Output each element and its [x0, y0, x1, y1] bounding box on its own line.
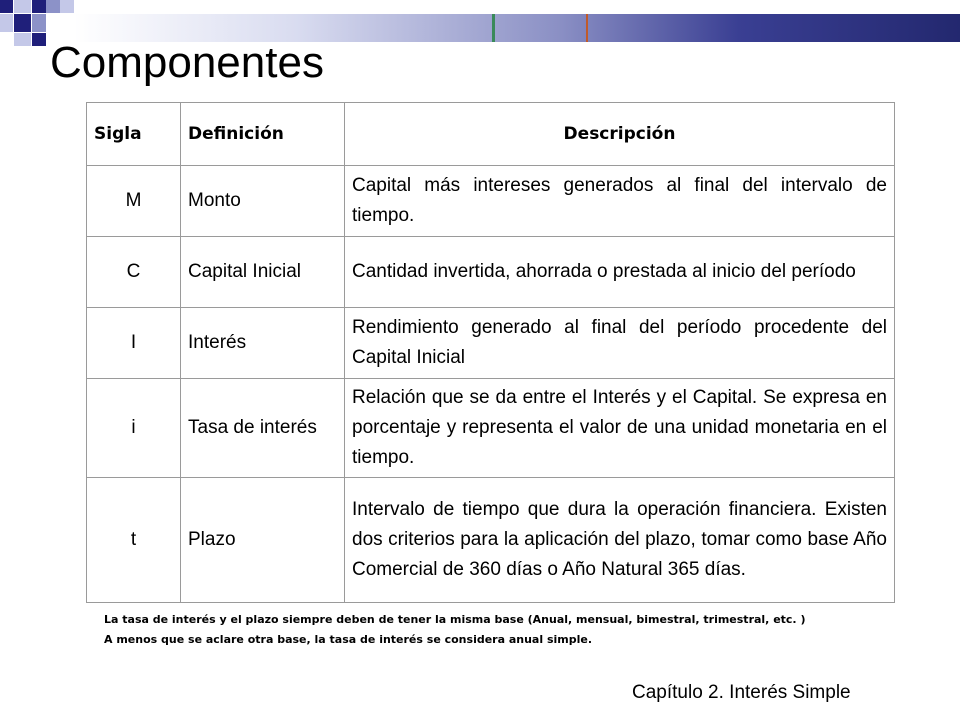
cell-definicion: Tasa de interés	[181, 379, 345, 478]
header-descripcion: Descripción	[345, 103, 895, 166]
table-row	[87, 379, 895, 478]
cell-definicion: Capital Inicial	[181, 237, 345, 308]
cell-definicion: Plazo	[181, 478, 345, 603]
header-divider	[586, 14, 588, 42]
chapter-footer: Capítulo 2. Interés Simple	[632, 682, 851, 703]
cell-descripcion: Intervalo de tiempo que dura la operación financiera. Existen dos criterios para la aplicación del plazo, tomar como base Año Comercial de 360 días o Año Natural 365 días.	[345, 478, 895, 603]
cell-descripcion: Rendimiento generado al final del período procedente del Capital Inicial	[345, 308, 895, 379]
cell-sigla: C	[87, 237, 181, 308]
cell-descripcion: Cantidad invertida, ahorrada o prestada al inicio del período	[345, 237, 895, 308]
decor-square	[32, 0, 46, 13]
cell-sigla: i	[87, 379, 181, 478]
decor-square	[32, 33, 46, 46]
cell-descripcion: Capital más intereses generados al final del intervalo de tiempo.	[345, 166, 895, 237]
footnotes	[104, 610, 904, 650]
table-row	[87, 166, 895, 237]
decor-square	[14, 14, 31, 32]
table-header-row	[87, 103, 895, 166]
decor-square	[14, 0, 31, 13]
decor-square	[14, 33, 31, 46]
table-row	[87, 237, 895, 308]
footnote: La tasa de interés y el plazo siempre deben de tener la misma base (Anual, mensual, bimestral, trimestral, etc. )	[104, 613, 806, 626]
cell-definicion: Monto	[181, 166, 345, 237]
table-row	[87, 308, 895, 379]
footnote: A menos que se aclare otra base, la tasa de interés se considera anual simple.	[104, 633, 593, 646]
slide-title: Componentes	[50, 38, 324, 87]
decor-square	[0, 0, 13, 13]
cell-descripcion: Relación que se da entre el Interés y el Capital. Se expresa en porcentaje y representa el valor de una unidad monetaria en el tiempo.	[345, 379, 895, 478]
table-row	[87, 478, 895, 603]
cell-definicion: Interés	[181, 308, 345, 379]
cell-sigla: M	[87, 166, 181, 237]
decor-square	[60, 0, 74, 13]
decor-square	[32, 14, 46, 32]
cell-sigla: I	[87, 308, 181, 379]
cell-sigla: t	[87, 478, 181, 603]
header-definicion: Definición	[181, 103, 345, 166]
header-divider	[492, 14, 495, 42]
decor-square	[0, 14, 13, 32]
components-table	[86, 102, 895, 603]
header-sigla: Sigla	[87, 103, 181, 166]
decor-square	[46, 0, 60, 13]
